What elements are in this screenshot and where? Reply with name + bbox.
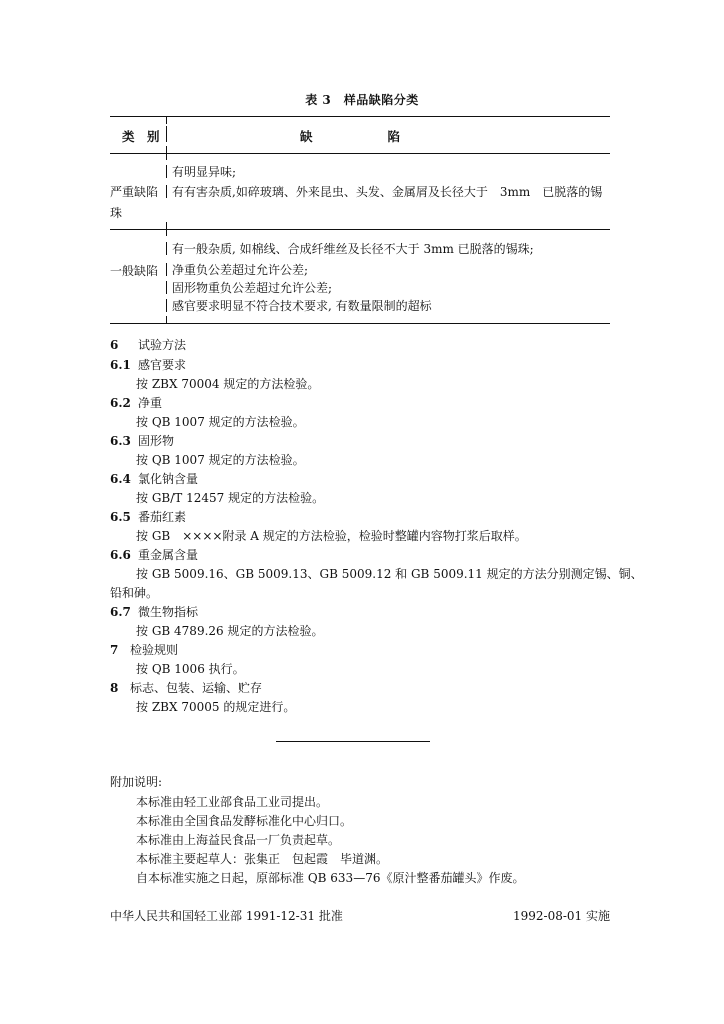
section-heading: 6.3 固形物	[110, 434, 175, 448]
table-header-rule	[110, 153, 610, 154]
defect-item: 有明显异味;	[166, 163, 236, 181]
header-separator	[166, 126, 167, 142]
table-bottom-rule	[110, 323, 610, 324]
section-body: 按 GB ××××附录 A 规定的方法检验，检验时整罐内容物打浆后取样。	[136, 529, 527, 543]
column-tick	[166, 222, 167, 236]
section-heading: 7 检验规则	[110, 643, 179, 657]
section-body: 按 GB 4789.26 规定的方法检验。	[136, 624, 324, 638]
section-heading: 6.4 氯化钠含量	[110, 472, 199, 486]
defect-item: 有一般杂质, 如棉线、合成纤维丝及长径不大于 3mm 已脱落的锡珠;	[166, 240, 534, 258]
category-general: 一般缺陷	[110, 264, 159, 278]
note-line: 本标准由上海益民食品一厂负责起草。	[136, 833, 341, 847]
footer-effective: 1992-08-01 实施	[512, 909, 610, 923]
section-heading: 6.5 番茄红素	[110, 510, 187, 524]
section-heading: 6.6 重金属含量	[110, 548, 199, 562]
section-body: 按 QB 1007 规定的方法检验。	[136, 415, 305, 429]
defect-item: 感官要求明显不符合技术要求, 有数量限制的超标	[166, 297, 432, 315]
category-severe: 严重缺陷	[110, 185, 159, 199]
table-caption: 表 3 样品缺陷分类	[305, 93, 419, 107]
header-category: 类 别	[122, 129, 160, 144]
section-body: 按 GB/T 12457 规定的方法检验。	[136, 491, 325, 505]
section-heading: 6.1 感官要求	[110, 358, 187, 372]
note-line: 本标准主要起草人：张集正 包起霞 毕道渊。	[136, 852, 389, 866]
note-line: 本标准由全国食品发酵标准化中心归口。	[136, 814, 353, 828]
section-body: 按 ZBX 70004 规定的方法检验。	[136, 377, 320, 391]
column-tick	[166, 316, 167, 324]
defect-item: 固形物重负公差超过允许公差;	[166, 279, 332, 297]
section-body: 按 ZBX 70005 的规定进行。	[136, 700, 296, 714]
section-heading: 6 试验方法	[110, 338, 187, 352]
defect-item: 净重负公差超过允许公差;	[166, 261, 308, 279]
section-heading: 6.2 净重	[110, 396, 163, 410]
column-tick	[166, 146, 167, 160]
section-body: 按 QB 1007 规定的方法检验。	[136, 453, 305, 467]
header-defect: 缺 陷	[300, 129, 401, 144]
section-body-continued: 铅和砷。	[110, 586, 159, 600]
table-row-rule	[110, 229, 610, 230]
section-body: 按 GB 5009.16、GB 5009.13、GB 5009.12 和 GB 5009.11 规定的方法分别测定锡、铜、	[136, 567, 643, 581]
section-heading: 6.7 微生物指标	[110, 605, 199, 619]
end-rule	[276, 741, 430, 742]
note-line: 本标准由轻工业部食品工业司提出。	[136, 795, 329, 809]
section-heading: 8 标志、包装、运输、贮存	[110, 681, 263, 695]
defect-item-wrap: 珠	[110, 206, 123, 220]
note-line: 自本标准实施之日起，原部标准 QB 633—76《原汁整番茄罐头》作废。	[136, 871, 525, 885]
notes-title: 附加说明:	[110, 775, 163, 789]
defect-item: 有有害杂质,如碎玻璃、外来昆虫、头发、金属屑及长径大于 3mm 已脱落的锡	[166, 183, 602, 201]
column-tick	[166, 116, 167, 124]
section-body: 按 QB 1006 执行。	[136, 662, 245, 676]
table-top-rule	[110, 116, 610, 117]
footer-approval: 中华人民共和国轻工业部 1991-12-31 批准	[110, 909, 343, 923]
